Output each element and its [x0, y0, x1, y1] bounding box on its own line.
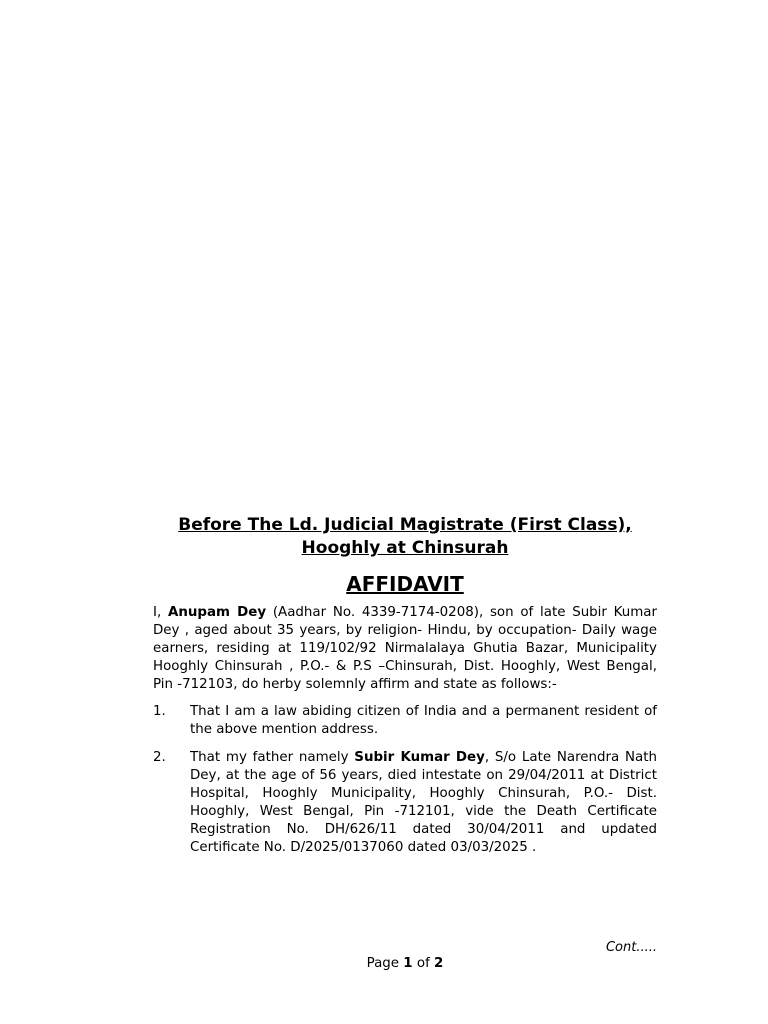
continuation-note: Cont.....	[605, 940, 657, 955]
current-page: 1	[403, 956, 413, 971]
deponent-name: Anupam Dey	[167, 605, 267, 620]
court-heading-line2: Hooghly at Chinsurah	[301, 538, 509, 558]
list-item	[153, 703, 657, 739]
intro-prefix: I,	[153, 605, 168, 620]
page-word: Page	[366, 956, 404, 971]
item-number: 2.	[153, 750, 166, 765]
of-word: of	[412, 956, 435, 971]
item-text-after: , S/o Late Narendra Nath Dey, at the age of 56 years, died intestate on 29/04/2011 at District Hospital, Hooghly Municipality, Hooghly Chinsurah, P.O.- Dist. Hooghly, West Bengal, Pin -712101, vide the Death Certificate Registration No. DH/626/11 dated 30/04/2011 and updated Certificate No. D/2025/0137060 dated 03/03/2025 .	[190, 750, 657, 855]
item-text: That I am a law abiding citizen of India and a permanent resident of the above mention address.	[190, 704, 657, 737]
document-body	[153, 514, 657, 867]
total-pages: 2	[434, 956, 444, 971]
court-heading	[153, 514, 657, 560]
item-text-before: That my father namely	[190, 750, 355, 765]
item-text	[190, 749, 657, 857]
intro-rest: (Aadhar No. 4339-7174-0208), son of late Subir Kumar Dey , aged about 35 years, by religion- Hindu, by occupation- Daily wage earners, residing at 119/102/92 Nirmalalaya Ghutia Bazar, Municipality Hooghly Chinsurah , P.O.- & P.S –Chinsurah, Dist. Hooghly, West Bengal, Pin -712103, do herby solemnly affirm and state as follows:-	[153, 605, 658, 692]
list-item	[153, 749, 657, 857]
court-heading-line1: Before The Ld. Judicial Magistrate (First Class),	[178, 515, 632, 535]
document-title: AFFIDAVIT	[346, 572, 464, 596]
page-footer	[0, 955, 768, 973]
intro-paragraph	[153, 604, 657, 694]
item-number: 1.	[153, 704, 166, 719]
father-name: Subir Kumar Dey	[354, 750, 485, 765]
